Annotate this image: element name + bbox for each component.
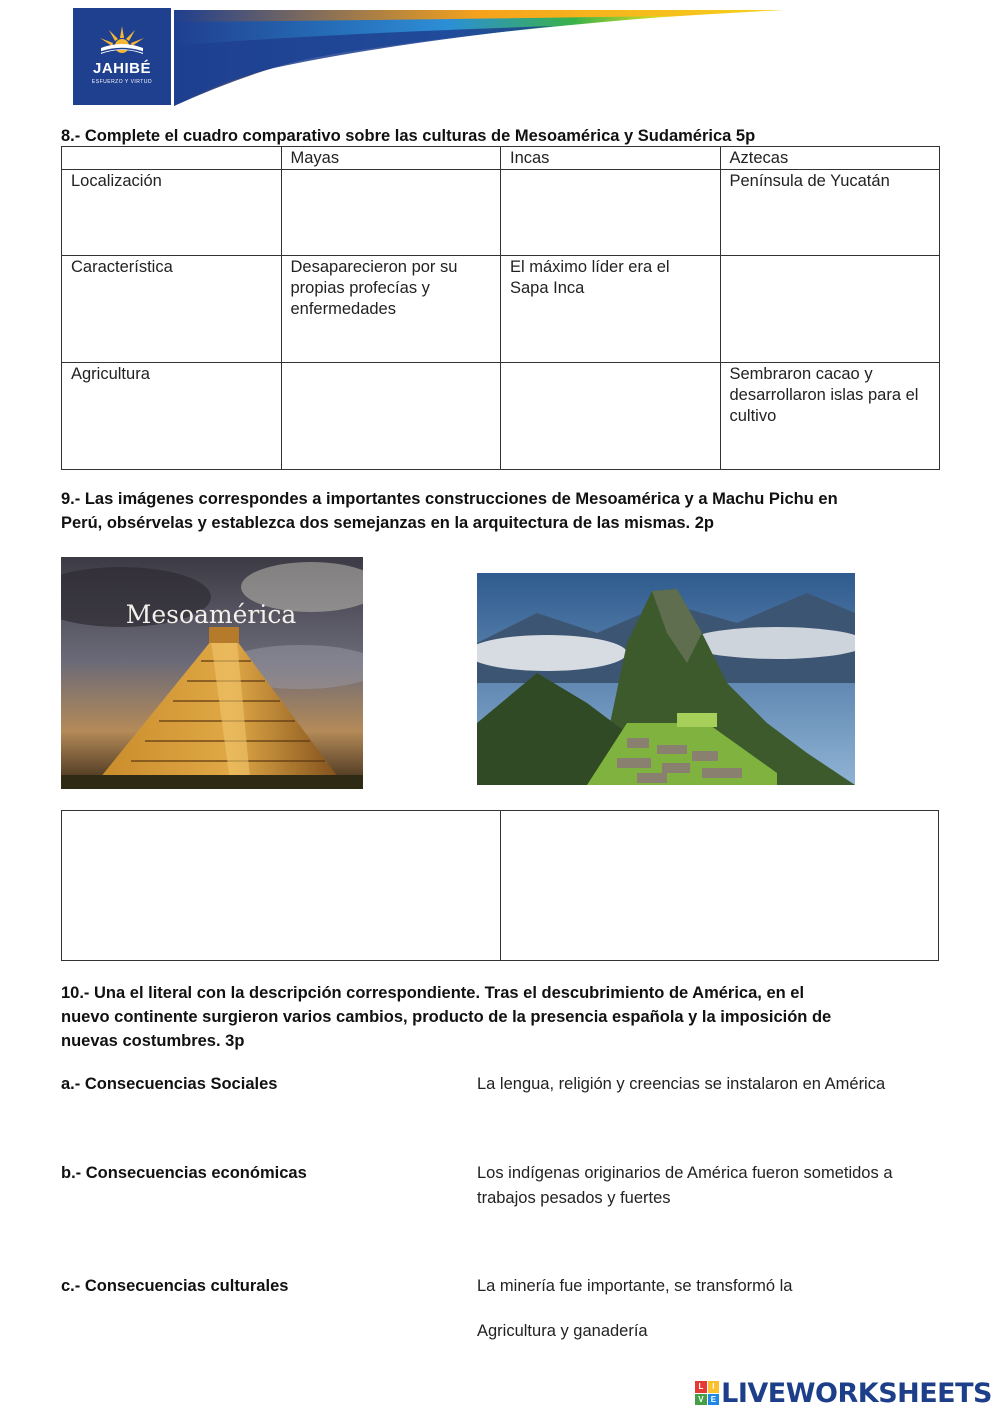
match-label-a[interactable]: a.- Consecuencias Sociales — [61, 1075, 278, 1093]
liveworksheets-wordmark: LIVEWORKSHEETS — [721, 1377, 992, 1409]
table-row — [62, 256, 940, 363]
badge-letter: V — [695, 1394, 707, 1406]
liveworksheets-badge-icon — [695, 1381, 719, 1405]
badge-letter: L — [695, 1381, 707, 1393]
header-banner — [174, 6, 794, 106]
header-cell-aztecas: Aztecas — [720, 147, 940, 170]
cell-caracteristica-aztecas[interactable] — [720, 256, 940, 363]
header-cell-mayas: Mayas — [281, 147, 501, 170]
match-extra-line: Agricultura y ganadería — [477, 1322, 648, 1340]
badge-letter: I — [708, 1381, 720, 1393]
cell-agricultura-mayas[interactable] — [281, 363, 501, 470]
similarity-answer-1[interactable] — [62, 811, 500, 960]
cell-localizacion-mayas[interactable] — [281, 170, 501, 256]
cell-localizacion-incas[interactable] — [501, 170, 721, 256]
header-cell-empty — [62, 147, 282, 170]
match-description-a[interactable]: La lengua, religión y creencias se instalaron en América — [477, 1075, 886, 1093]
cell-agricultura-incas[interactable] — [501, 363, 721, 470]
similarity-answer-2[interactable] — [500, 811, 939, 960]
table-row — [62, 363, 940, 470]
cell-caracteristica-incas[interactable]: El máximo líder era el Sapa Inca — [501, 256, 721, 363]
cell-agricultura-aztecas[interactable]: Sembraron cacao y desarrollaron islas para el cultivo — [720, 363, 940, 470]
mesoamerica-pyramid-image — [61, 557, 363, 789]
logo-tagline: ESFUERZO Y VIRTUD — [91, 79, 153, 85]
table-row — [62, 170, 940, 256]
header-cell-incas: Incas — [501, 147, 721, 170]
match-description-b[interactable]: Los indígenas originarios de América fueron sometidos a trabajos pesados y fuertes — [477, 1164, 893, 1207]
school-logo — [73, 8, 171, 105]
question-8-title: 8.- Complete el cuadro comparativo sobre las culturas de Mesoamérica y Sudamérica 5p — [61, 127, 756, 145]
match-description-c[interactable]: La minería fue importante, se transformó la — [477, 1277, 793, 1295]
row-label-agricultura: Agricultura — [62, 363, 282, 470]
question-10-title-line-3: nuevas costumbres. 3p — [61, 1032, 245, 1050]
logo-name: JAHIBÉ — [92, 60, 151, 77]
image-caption: Mesoamérica — [125, 600, 297, 629]
match-label-b[interactable]: b.- Consecuencias económicas — [61, 1164, 307, 1182]
row-label-localizacion: Localización — [62, 170, 282, 256]
machu-picchu-image — [477, 573, 855, 785]
row-label-caracteristica: Característica — [62, 256, 282, 363]
table-header-row — [62, 147, 940, 170]
similarities-answer-boxes — [61, 810, 939, 961]
question-10-title-line-2: nuevo continente surgieron varios cambios, producto de la presencia española y la imposición de — [61, 1008, 832, 1026]
liveworksheets-brand — [695, 1376, 992, 1410]
badge-letter: E — [708, 1394, 720, 1406]
match-label-c[interactable]: c.- Consecuencias culturales — [61, 1277, 289, 1295]
question-9-title-line-1: 9.- Las imágenes correspondes a importantes construcciones de Mesoamérica y a Machu Pichu en — [61, 490, 838, 508]
sunrise-book-icon — [95, 24, 149, 58]
cell-localizacion-aztecas[interactable]: Península de Yucatán — [720, 170, 940, 256]
question-10-title-line-1: 10.- Una el literal con la descripción correspondiente. Tras el descubrimiento de América, en el — [61, 984, 805, 1002]
question-9-title-line-2: Perú, obsérvelas y establezca dos semejanzas en la arquitectura de las mismas. 2p — [61, 514, 714, 532]
cell-caracteristica-mayas[interactable]: Desaparecieron por su propias profecías y enfermedades — [281, 256, 501, 363]
comparison-table — [61, 146, 940, 470]
